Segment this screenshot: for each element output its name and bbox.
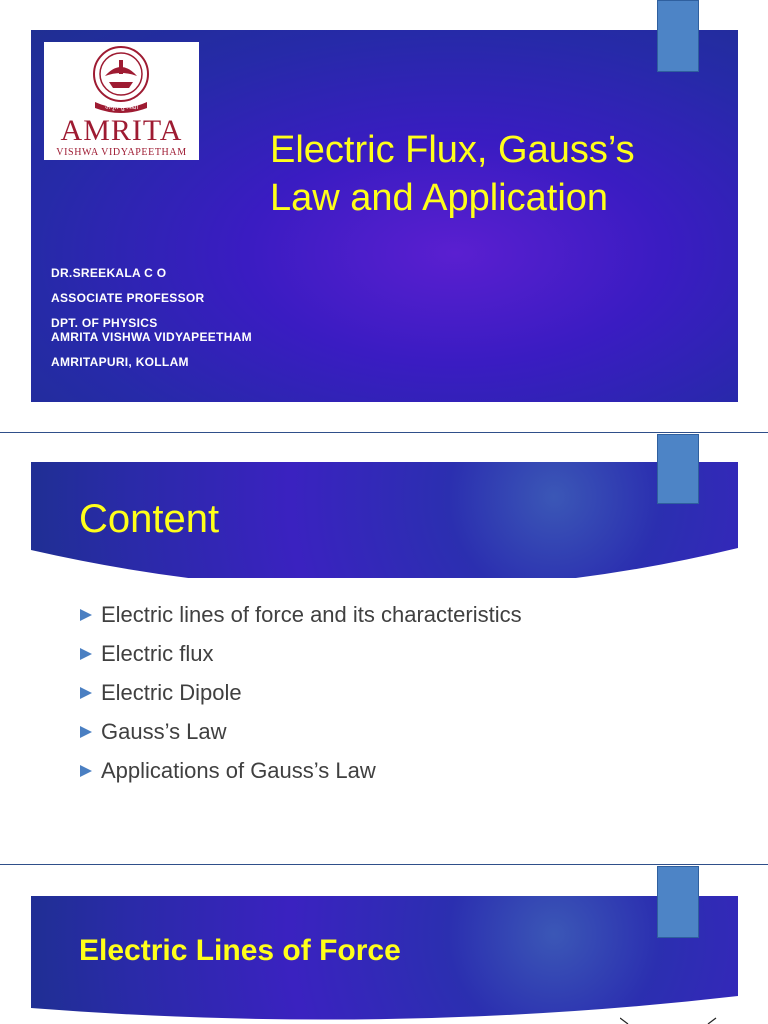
list-item — [80, 601, 522, 640]
logo-name: AMRITA — [60, 114, 183, 147]
logo-subtitle: VISHWA VIDYAPEETHAM — [56, 147, 187, 158]
slide-divider — [0, 432, 768, 433]
list-item-text: Gauss’s Law — [101, 719, 227, 744]
emblem-motto: अमृतं तु विद्या — [104, 104, 139, 111]
list-item-text: Electric lines of force and its characteristics — [101, 602, 522, 627]
corner-tab — [657, 0, 699, 72]
author-position: ASSOCIATE PROFESSOR — [51, 291, 205, 305]
slide-title: Content — [79, 497, 220, 541]
corner-tab — [657, 434, 699, 504]
lines-of-force-slide — [0, 866, 768, 1024]
list-item-text: Electric flux — [101, 641, 214, 666]
bullet-arrow-icon — [80, 765, 92, 777]
title-line-1: Electric Flux, Gauss’s — [270, 129, 635, 171]
author-location: AMRITAPURI, KOLLAM — [51, 355, 189, 369]
author-name: DR.SREEKALA C O — [51, 266, 167, 280]
slide-divider — [0, 864, 768, 865]
author-block — [51, 266, 252, 369]
content-list — [80, 601, 522, 796]
bullet-arrow-icon — [80, 648, 92, 660]
author-institution: AMRITA VISHWA VIDYAPEETHAM — [51, 330, 252, 344]
amrita-logo — [44, 42, 199, 160]
list-item — [80, 757, 522, 796]
corner-tab — [657, 866, 699, 938]
partial-arrows-icon — [620, 1016, 768, 1024]
title-slide — [0, 0, 768, 432]
list-item-text: Electric Dipole — [101, 680, 242, 705]
list-item — [80, 679, 522, 718]
list-item — [80, 718, 522, 757]
author-department: DPT. OF PHYSICS — [51, 316, 158, 330]
bullet-arrow-icon — [80, 726, 92, 738]
list-item-text: Applications of Gauss’s Law — [101, 758, 376, 783]
presentation-title — [270, 126, 730, 222]
title-line-2: Law and Application — [270, 177, 609, 219]
bullet-arrow-icon — [80, 609, 92, 621]
slide-title: Electric Lines of Force — [79, 934, 401, 967]
list-item — [80, 640, 522, 679]
content-slide — [0, 434, 768, 864]
bullet-arrow-icon — [80, 687, 92, 699]
